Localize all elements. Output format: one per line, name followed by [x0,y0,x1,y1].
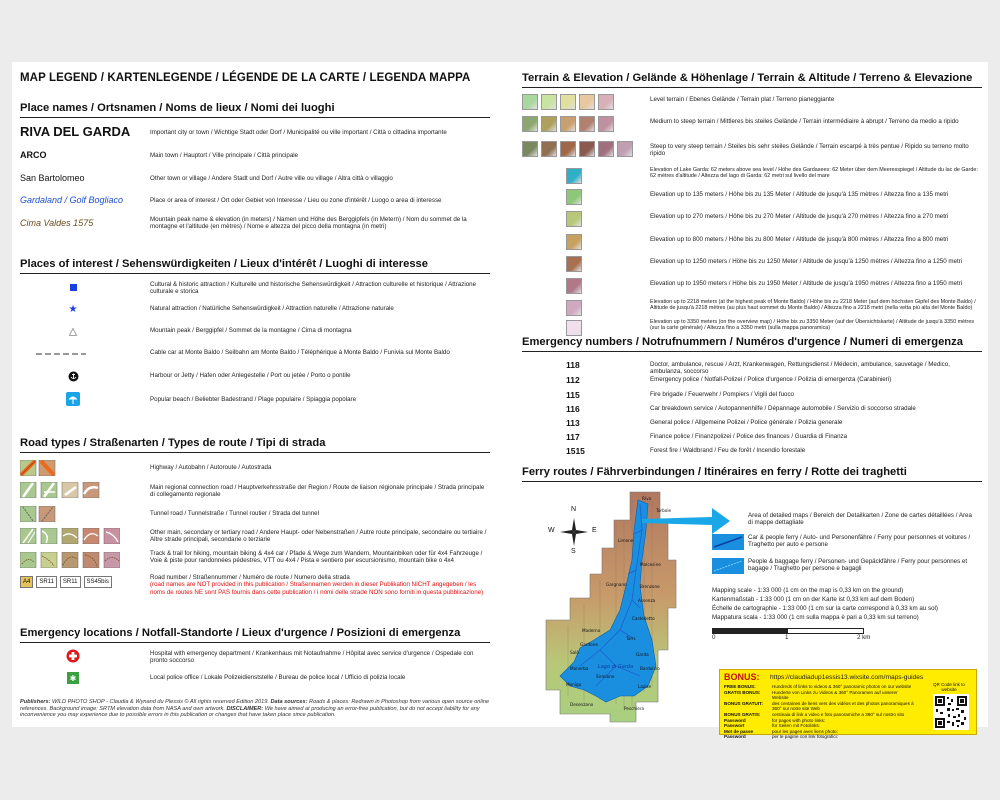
terrain-swatch [579,94,595,110]
poi-desc: Cultural & historic attraction / Kulturelle und historische Sehenswürdigkeit / Attraction culturelle et historique / Attrazione culturale e storica [150,281,477,296]
map-town: Torri [626,636,635,641]
emergency-location-desc: Local police office / Lokale Polizeidienststelle / Bureau de police local / Ufficio di polizia locale [150,674,406,681]
right-column [522,72,982,740]
tunnel-swatches [20,506,140,522]
emergency-numbers-section [522,336,982,357]
bonus-url[interactable]: https://claudiadup1essis13.wixsite.com/maps-guides [770,673,924,681]
scale-label: 1 [785,634,789,641]
emergency-number: 117 [566,432,580,442]
terrain-swatch [566,256,582,272]
cable-car-icon [36,348,86,360]
terrain-swatch [566,234,582,250]
emergency-number: 113 [566,418,580,428]
map-town: Lazise [638,684,652,689]
map-town: Malcesine [640,562,661,567]
lake-label: Lago di Garda [598,664,634,670]
terrain-swatch [566,189,582,205]
bonus-value: Hundreds of links to videos & 360° panoramic photos on our website [772,684,912,689]
emergency-number-desc: Car breakdown service / Autopannenhilfe / Dépannage automobile / Servizio di soccorso stradale [650,405,916,412]
terrain-desc: Steep to very steep terrain / Steiles bis sehr steiles Gelände / Terrain escarpé à très pentue / Ripido su terreno molto ripido [650,143,969,158]
other-road-swatches [20,528,140,544]
road-number-note: (road names are NOT provided in this publication / Straßennamen werden in dieser Publikation NICHT angegeben / les noms de routes NE sont PAS fournis dans cette publication / i nomi delle strade NON sono forniti in questa pubblicazione) [150,581,484,596]
emergency-number: 115 [566,390,580,400]
poi-desc: Natural attraction / Natürliche Sehenswürdigkeit / Attraction naturelle / Attrazione naturale [150,305,394,312]
terrain-swatch [560,141,576,157]
legend-sheet [12,62,988,740]
terrain-desc: Elevation up to 1950 meters / Höhe bis zu 1950 Meter / Altitude de jusqu'à 1950 mètres / Altezza fino a 1950 metri [650,280,963,287]
bonus-key: Mot de passe [724,728,754,734]
map-town: Garda [636,652,649,657]
legend-detailed-maps [712,512,980,534]
terrain-swatch [566,300,582,316]
highway-swatches [20,460,140,476]
emergency-number: 116 [566,404,580,414]
terrain-swatch [566,320,582,336]
disclaimer-label: DISCLAIMER: [226,705,264,712]
scale-line: Mapping scale - 1:33 000 (1 cm on the map is 0,33 km on the ground) [712,587,904,594]
map-town: Maderno [582,628,601,633]
road-number-desc [150,574,490,596]
mapping-scale [712,586,980,622]
ferry-title: Ferry routes / Fährverbindungen / Itinéraires en ferry / Rotte dei traghetti [522,466,982,482]
terrain-desc: Elevation up to 135 meters / Höhe bis zu 135 Meter / Altitude de jusqu'à 135 mètres / Altezza fino a 135 metri [650,191,949,198]
bonus-value: for pages with photo links: [772,717,826,723]
emergency-location-desc: Hospital with emergency department / Krankenhaus mit Notaufnahme / Hôpital avec service d'urgence / Ospedale con pronto soccorso [150,650,474,665]
terrain-desc: Elevation up to 800 meters / Höhe bis zu 800 Meter / Altitude de jusqu'à 800 mètres / Altezza fino a 800 metri [650,236,949,243]
road-desc: Track & trail for hiking, mountain biking & 4x4 car / Pfade & Wege zum Wandern, Mountainbiken oder für 4x4 Fahrzeuge / Voie & piste pour randonnées pédestres, VTT ou 4x4 / Pista e sentiero per escursionismo, mountain bike o 4x4 [150,550,483,565]
bonus-key: BONUS GRATIS: [724,711,761,717]
roads-section [20,437,490,458]
terrain-swatches [522,94,614,110]
emergency-number-desc: Forest fire / Waldbrand / Feu de forêt / Incendio forestale [650,447,806,454]
poi-title: Places of interest / Sehenswürdigkeiten / Lieux d'intérêt / Luoghi di interesse [20,258,490,274]
publisher-footer [20,699,490,719]
terrain-swatches [566,168,582,184]
map-town: Riva [642,496,652,501]
terrain-swatch [598,94,614,110]
main-road-swatches [20,482,140,498]
terrain-swatch [560,116,576,132]
map-town: Salò [570,650,579,655]
map-town: Castelletto [632,616,655,621]
map-town: Gardone [580,642,598,647]
map-town: Desenzano [570,702,594,707]
disclaimer-text: We have aimed at producing an error-free publication, but do not accept liability for any inconvenience you may experience due to possible errors in this publication or changes that have taken place since publication. [20,705,480,719]
place-desc: Mountain peak name & elevation (in meters) / Namen und Höhe des Berggipfels (in Metern) / Nom du sommet de la montagne et l'altitude (en mètres) / Nome e altezza del picco della montagna (in metri) [150,216,467,231]
place-names-section [20,102,490,123]
map-town: Limone [618,538,634,543]
compass-e: E [592,527,597,534]
scale-line: Échelle de cartographie - 1:33 000 (1 cm sur la carte correspond à 0,33 km au sol) [712,605,938,612]
detailed-maps-text: Area of detailed maps / Bereich der Detailkarten / Zone de cartes détaillées / Area di mappe dettagliate [748,512,972,527]
compass-n: N [571,506,577,513]
place-name-gardaland: Gardaland / Golf Bogliaco [20,195,124,205]
terrain-swatch [617,141,633,157]
poi-desc: Cable car at Monte Baldo / Seilbahn am Monte Baldo / Téléphérique à Monte Baldo / Funivia sul Monte Baldo [150,349,450,356]
bonus-value: centinaia di link a video e foto panoramiche a 360° sul nostro sito [772,711,905,717]
terrain-desc: Medium to steep terrain / Mittleres bis steiles Gelände / Terrain intermédiaire à abrupt / Terreno da medio a ripido [650,118,959,125]
place-desc: Other town or village / Andere Stadt und Dorf / Autre ville ou village / Altra città o villaggio [150,175,393,182]
terrain-swatches [566,189,582,205]
bonus-row [724,690,914,701]
terrain-desc: Elevation up to 3350 meters (on the overview map) / Höhe bis zu 3350 Meter (auf der Übersichtskarte) / Altitude de jusqu'à 3350 mètres (sur la carte générale) / Altezza fino a 3350 metri (sulla mappa panoramica) [650,319,975,332]
road-badge: SR11 [36,576,57,588]
compass-s: S [571,548,576,555]
emergency-numbers-title: Emergency numbers / Notrufnummern / Numéros d'urgence / Numeri di emergenza [522,336,982,352]
page-title: MAP LEGEND / KARTENLEGENDE / LÉGENDE DE LA CARTE / LEGENDA MAPPA [20,72,471,84]
map-town: Torbole [656,508,672,513]
terrain-swatch [541,141,557,157]
map-town: Brenzone [640,584,660,589]
bonus-row [724,701,914,712]
place-name-arco: ARCO [20,150,47,160]
terrain-swatches [522,116,614,132]
emergency-locations-section [20,627,490,648]
scale-bar [712,628,980,646]
terrain-swatch [560,94,576,110]
emergency-number-desc: Doctor, ambulance, rescue / Arzt, Krankenwagen, Rettungsdienst / Médecin, ambulance, sauvetage / Medico, ambulanza, soccorso [650,361,950,376]
publishers-text: WILD PHOTO SHOP - Claudia & Wynand du Plessis © All rights reserved Edition 2019. [52,699,269,705]
emergency-number-desc: Finance police / Finanzpolizei / Police des finances / Guardia di Finanza [650,433,848,440]
emergency-locations-title: Emergency locations / Notfall-Standorte / Lieux d'urgence / Posizioni di emergenza [20,627,490,643]
bonus-rows [724,684,914,740]
bonus-key: Password [724,734,746,740]
terrain-swatch [541,94,557,110]
bonus-key: GRATIS BONUS: [724,689,761,695]
terrain-swatch [598,116,614,132]
terrain-swatch [541,116,557,132]
track-swatches [20,552,140,568]
terrain-swatch [566,168,582,184]
terrain-desc: Elevation up to 1250 meters / Höhe bis zu 1250 Meter / Altitude de jusqu'à 1250 mètres / Altezza fino a 1250 metri [650,258,963,265]
scale-line: Kartenmaßstab - 1:33 000 (1 cm on der Karte ist 0,33 km auf dem Boden) [712,596,915,603]
terrain-desc: Level terrain / Ebenes Gelände / Terrain plat / Terreno pianeggiante [650,96,835,103]
hospital-icon [60,649,86,663]
people-ferry-text: People & baggage ferry / Personen- und Gepäckfähre / Ferry pour personnes et bagage / Traghetto per persone e bagagli [748,558,968,573]
terrain-section [522,72,982,93]
terrain-swatch [522,116,538,132]
bonus-value: des centaines de liens vers des vidéos et des photos panoramiques à 360° sur notre site Web [772,700,914,712]
bonus-key: BONUS GRATUIT: [724,700,763,706]
sources-label: Data sources: [270,699,308,705]
map-town: Manerba [570,666,589,671]
emergency-number: 118 [566,360,580,370]
sources-text: Roads & places: Redrawn in Photoshop from various open source online references. Background image: SRTM elevation data from NASA and own artwork. [20,699,490,712]
poi-desc: Harbour or Jetty / Hafen oder Anlegestelle / Port ou jetée / Porto o pontile [150,372,351,379]
map-town: Gargnano [606,582,627,587]
bonus-label: BONUS: [724,672,760,682]
terrain-swatches [566,320,582,336]
road-desc: Highway / Autobahn / Autoroute / Autostrada [150,464,272,471]
terrain-desc: Elevation up to 2218 meters (at the highest peak of Monte Baldo) / Höhe bis zu 2218 Meter (auf dem höchsten Gipfel des Monte Baldo) / Altitude de jusqu'à 2218 mètres (au plus haut sommet du Monte Baldo) / Altezza fino a 2218 metri (nella vetta più alta del Monte Baldo) [650,299,976,312]
legend-people-ferry [712,558,980,582]
terrain-swatches [566,300,582,316]
road-number-desc-text: Road number / Straßennummer / Numéro de route / Numero della strada [150,574,350,581]
place-names-title: Place names / Ortsnamen / Noms de lieux / Nomi dei luoghi [20,102,490,118]
terrain-swatches [566,234,582,250]
place-desc: Important city or town / Wichtige Stadt oder Dorf / Municipalité ou ville important / Città o cittadina importante [150,129,447,136]
emergency-number: 1515 [566,446,585,456]
place-name-riva: RIVA DEL GARDA [20,124,131,139]
terrain-swatch [598,141,614,157]
qr-caption: QR Code link to website [933,682,965,692]
ferry-section [522,466,982,487]
emergency-number-desc: Emergency police / Notfall-Polizei / Police d'urgence / Polizia di emergenza (Carabinieri) [650,376,892,383]
scale-label: 2 km [857,634,871,641]
road-number-badges [20,576,112,588]
road-desc: Main regional connection road / Hauptverkehrsstraße der Region / Route de liaison régionale principale / Strada principale di collegamento regionale [150,484,485,499]
bonus-key: Password [724,717,746,723]
publishers-label: Publishers: [20,699,51,705]
poi-section [20,258,490,279]
place-desc: Main town / Hauptort / Ville principale / Città principale [150,152,299,159]
place-desc: Place or area of interest / Ort oder Gebiet von Interesse / Lieu ou zone d'intérêt / Luogo o area di interesse [150,197,442,204]
terrain-desc: Elevation of Lake Garda: 62 meters above sea level / Höhe des Gardasees: 62 Meter über dem Meeresspiegel / Altitude du lac de Garde: 62 mètres d'altitude / Altezza del lago di Garda: 62 metri sul livello del mare [650,167,978,180]
place-name-san-bartolomeo: San Bartolomeo [20,173,85,183]
map-town: Sirmione [596,674,615,679]
police-icon [60,671,86,685]
bonus-key: FREE BONUS: [724,684,756,689]
road-desc: Tunnel road / Tunnelstraße / Tunnel routier / Strada del tunnel [150,510,319,517]
bonus-key: Passwort [724,723,745,729]
bonus-value: per le pagine con link fotografici: [772,734,838,740]
bonus-box [719,669,977,740]
terrain-swatch [579,116,595,132]
legend-car-ferry [712,534,980,558]
terrain-swatches [566,278,582,294]
terrain-swatches [566,211,582,227]
bonus-value: pour les pages avec liens photo: [772,728,838,734]
map-town: Peschiera [624,706,645,711]
bonus-row [724,734,914,740]
terrain-swatch [579,141,595,157]
car-ferry-icon [712,534,744,550]
scale-line: Mappatura scala - 1:33 000 (1 cm sulla mappa è pari a 0,33 km sul terreno) [712,614,919,621]
ferry-legend [712,512,980,646]
peak-icon [60,326,86,338]
map-town: Assenza [638,598,656,603]
people-ferry-icon [712,558,744,574]
terrain-swatch [566,278,582,294]
bonus-value: Hunderte von Links zu Videos & 360° Panoramen auf unserer Website [772,689,898,701]
terrain-desc: Elevation up to 270 meters / Höhe bis zu 270 Meter / Altitude de jusqu'à 270 mètres / Altezza fino a 270 metri [650,213,949,220]
terrain-swatch [522,141,538,157]
road-badge: SR11 [60,576,81,588]
harbour-icon [60,370,86,382]
qr-code-icon[interactable] [933,694,969,730]
roads-title: Road types / Straßenarten / Types de route / Tipi di strada [20,437,490,453]
compass-w: W [548,527,555,534]
terrain-swatches [566,256,582,272]
scale-label: 0 [712,634,716,641]
emergency-number: 112 [566,375,580,385]
map-town: Bardolino [640,666,660,671]
emergency-number-desc: Fire brigade / Feuerwehr / Pompiers / Vigili del fuoco [650,391,794,398]
terrain-swatch [522,94,538,110]
car-ferry-text: Car & people ferry / Auto- und Personenfähre / Ferry pour personnes et voitures / Traghetto per auto e persone [748,534,971,549]
road-desc: Other main, secondary or tertiary road / Andere Haupt- oder Nebenstraßen / Autre route principale, secondaire ou tertiaire / Altre strade principali, secondarie o terziarie [150,529,487,544]
road-badge: A4 [20,576,33,588]
road-badge: SS45bis [84,576,112,588]
star-icon: ★ [68,303,78,315]
emergency-number-desc: General police / Allgemeine Polizei / Police générale / Polizia generale [650,419,843,426]
terrain-swatch [566,211,582,227]
terrain-title: Terrain & Elevation / Gelände & Höhenlage / Terrain & Altitude / Terreno & Elevazione [522,72,982,88]
poi-desc: Mountain peak / Berggipfel / Sommet de la montagne / Cima di montagna [150,327,352,334]
svg-text:✱: ✱ [69,674,77,683]
terrain-swatches [522,141,633,157]
square-icon [60,281,86,293]
beach-icon [60,392,86,406]
bonus-value: für Seiten mit Fotolinks: [772,723,820,729]
poi-desc: Popular beach / Beliebter Badestrand / Plage populaire / Spiaggia popolare [150,396,357,403]
map-town: Moniga [566,682,582,687]
place-name-cima-valdes: Cima Valdes 1575 [20,218,94,228]
